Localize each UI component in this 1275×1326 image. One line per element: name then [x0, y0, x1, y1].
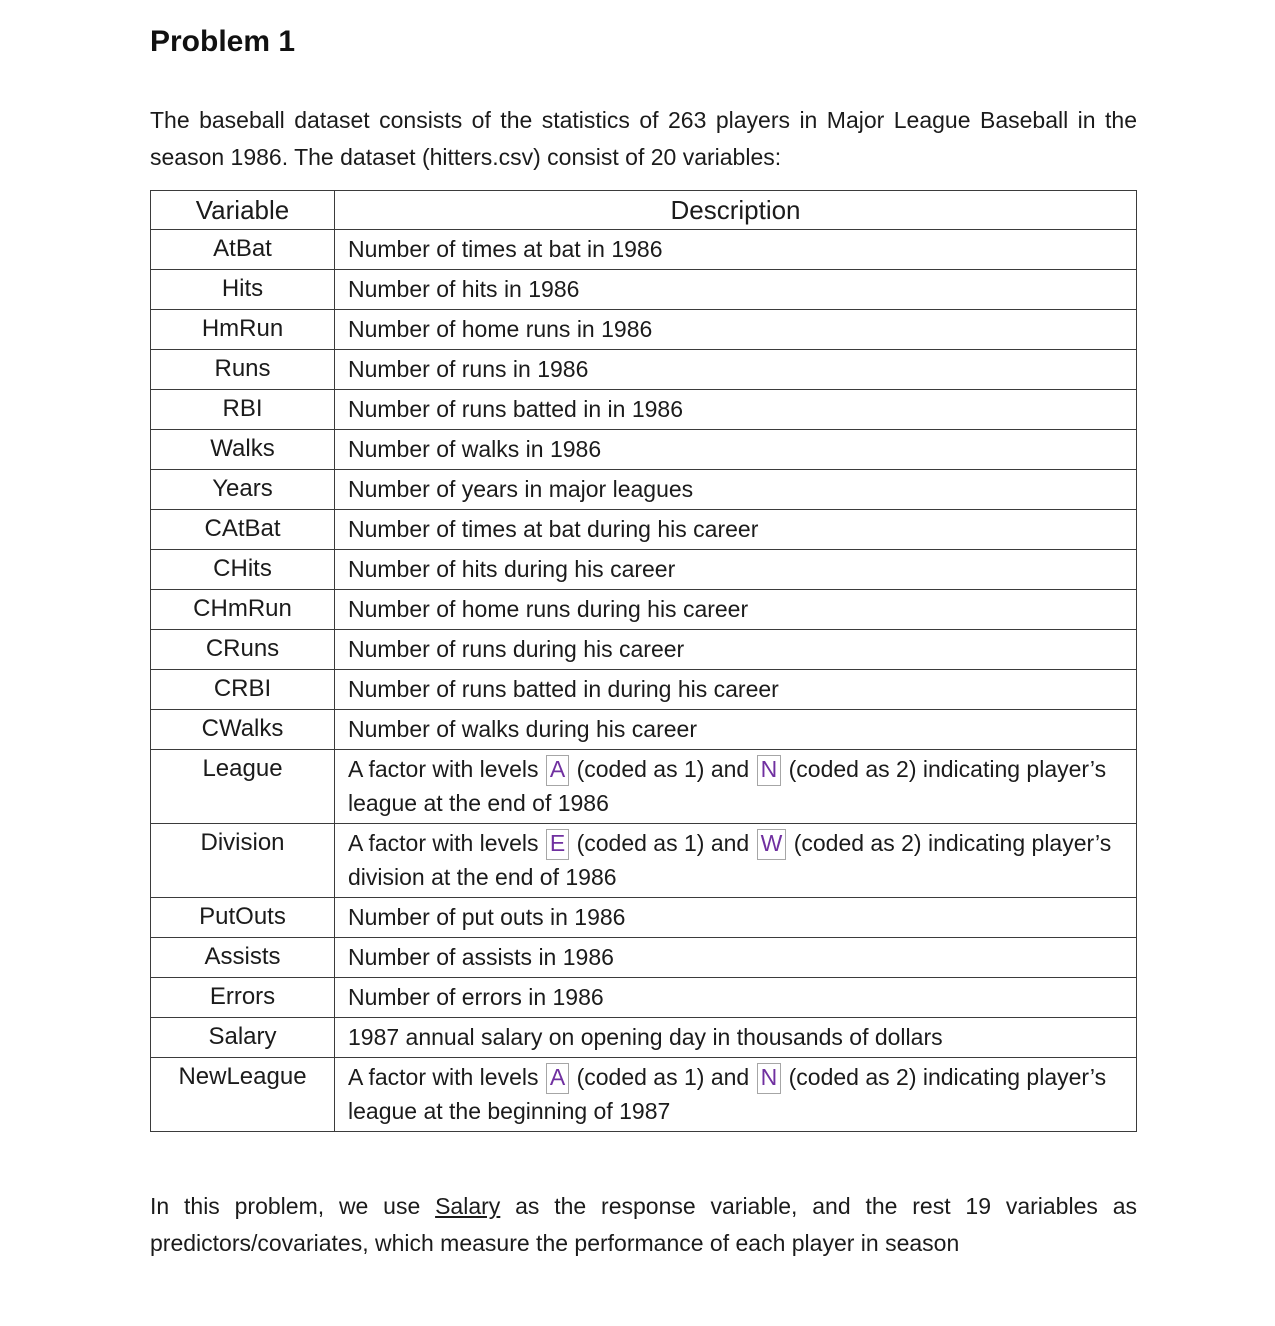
- table-row: [151, 310, 1137, 350]
- text-run: (coded as 2) indicating player’s division at the end of 1986: [348, 830, 1112, 890]
- description-column-header: Description: [335, 191, 1137, 230]
- description-cell: [335, 310, 1137, 350]
- variable-cell: Assists: [151, 938, 335, 978]
- text-run: (coded as 2) indicating player’s league at the end of 1986: [348, 756, 1107, 816]
- description-cell: [335, 430, 1137, 470]
- variable-cell: CHmRun: [151, 590, 335, 630]
- table-row: [151, 1058, 1137, 1132]
- text-run: Number of runs batted in in 1986: [348, 396, 683, 422]
- variable-cell: RBI: [151, 390, 335, 430]
- text-run: (coded as 2) indicating player’s league at the beginning of 1987: [348, 1064, 1107, 1124]
- text-run: Number of years in major leagues: [348, 476, 694, 502]
- variable-cell: League: [151, 750, 335, 824]
- factor-level-boxed-letter: W: [757, 829, 787, 860]
- text-run: Number of hits in 1986: [348, 276, 580, 302]
- factor-level-boxed-letter: A: [546, 1063, 569, 1094]
- table-row: [151, 390, 1137, 430]
- text-run: (coded as 1) and: [570, 756, 756, 782]
- table-body: [151, 230, 1137, 1132]
- variable-cell: Years: [151, 470, 335, 510]
- text-run: Number of put outs in 1986: [348, 904, 626, 930]
- description-cell: [335, 1058, 1137, 1132]
- text-run: Number of errors in 1986: [348, 984, 604, 1010]
- table-row: [151, 550, 1137, 590]
- table-row: [151, 670, 1137, 710]
- table-row: [151, 270, 1137, 310]
- text-run: Number of times at bat during his career: [348, 516, 759, 542]
- text-run: (coded as 1) and: [570, 1064, 756, 1090]
- factor-level-boxed-letter: A: [546, 755, 569, 786]
- description-cell: [335, 824, 1137, 898]
- variable-cell: AtBat: [151, 230, 335, 270]
- description-cell: [335, 630, 1137, 670]
- description-cell: [335, 670, 1137, 710]
- description-cell: [335, 230, 1137, 270]
- table-row: [151, 470, 1137, 510]
- description-cell: [335, 710, 1137, 750]
- text-run: Number of home runs in 1986: [348, 316, 653, 342]
- text-run: Number of home runs during his career: [348, 596, 749, 622]
- description-cell: [335, 938, 1137, 978]
- variable-cell: HmRun: [151, 310, 335, 350]
- factor-level-boxed-letter: N: [757, 1063, 782, 1094]
- table-row: [151, 710, 1137, 750]
- text-run: In this problem, we use: [150, 1193, 436, 1219]
- text-run: Number of walks in 1986: [348, 436, 602, 462]
- factor-level-boxed-letter: N: [757, 755, 782, 786]
- variable-cell: Errors: [151, 978, 335, 1018]
- table-row: [151, 824, 1137, 898]
- text-run: 1987 annual salary on opening day in thousands of dollars: [348, 1024, 943, 1050]
- table-row: [151, 590, 1137, 630]
- variable-cell: NewLeague: [151, 1058, 335, 1132]
- table-header-row: [151, 191, 1137, 230]
- text-run: A factor with levels: [348, 756, 545, 782]
- text-run: A factor with levels: [348, 830, 545, 856]
- table-row: [151, 978, 1137, 1018]
- variable-cell: CWalks: [151, 710, 335, 750]
- description-cell: [335, 1018, 1137, 1058]
- description-cell: [335, 898, 1137, 938]
- variable-cell: CAtBat: [151, 510, 335, 550]
- description-cell: [335, 590, 1137, 630]
- variable-cell: Division: [151, 824, 335, 898]
- description-cell: [335, 750, 1137, 824]
- intro-paragraph: The baseball dataset consists of the statistics of 263 players in Major League Baseball in the season 1986. The dataset (hitters.csv) consist of 20 variables:: [150, 107, 1137, 170]
- text-run: Number of runs during his career: [348, 636, 685, 662]
- text-run: (coded as 1) and: [570, 830, 756, 856]
- variable-cell: PutOuts: [151, 898, 335, 938]
- variable-cell: Runs: [151, 350, 335, 390]
- text-run: Number of hits during his career: [348, 556, 676, 582]
- text-run: Number of runs batted in during his career: [348, 676, 779, 702]
- variable-cell: CHits: [151, 550, 335, 590]
- description-cell: [335, 270, 1137, 310]
- description-cell: [335, 510, 1137, 550]
- closing-paragraph: [150, 1188, 1137, 1262]
- variable-cell: CRBI: [151, 670, 335, 710]
- variable-column-header: Variable: [151, 191, 335, 230]
- description-cell: [335, 550, 1137, 590]
- variable-cell: Walks: [151, 430, 335, 470]
- variable-cell: Hits: [151, 270, 335, 310]
- factor-level-boxed-letter: E: [546, 829, 569, 860]
- description-cell: [335, 978, 1137, 1018]
- text-run: Number of assists in 1986: [348, 944, 614, 970]
- variables-table: [150, 190, 1137, 1132]
- underlined-term: Salary: [435, 1193, 501, 1219]
- text-run: as the response variable, and the rest 19 variables as predictors/covariates, which measure the performance of each player in season: [150, 1193, 1137, 1256]
- table-row: [151, 350, 1137, 390]
- description-cell: [335, 390, 1137, 430]
- page-title: Problem 1: [150, 25, 296, 58]
- text-run: Number of walks during his career: [348, 716, 697, 742]
- variable-cell: Salary: [151, 1018, 335, 1058]
- description-cell: [335, 470, 1137, 510]
- table-row: [151, 430, 1137, 470]
- text-run: Number of times at bat in 1986: [348, 236, 663, 262]
- table-row: [151, 750, 1137, 824]
- text-run: A factor with levels: [348, 1064, 545, 1090]
- variable-cell: CRuns: [151, 630, 335, 670]
- table-row: [151, 898, 1137, 938]
- table-row: [151, 510, 1137, 550]
- table-row: [151, 230, 1137, 270]
- table-row: [151, 938, 1137, 978]
- table-row: [151, 630, 1137, 670]
- text-run: Number of runs in 1986: [348, 356, 589, 382]
- description-cell: [335, 350, 1137, 390]
- table-row: [151, 1018, 1137, 1058]
